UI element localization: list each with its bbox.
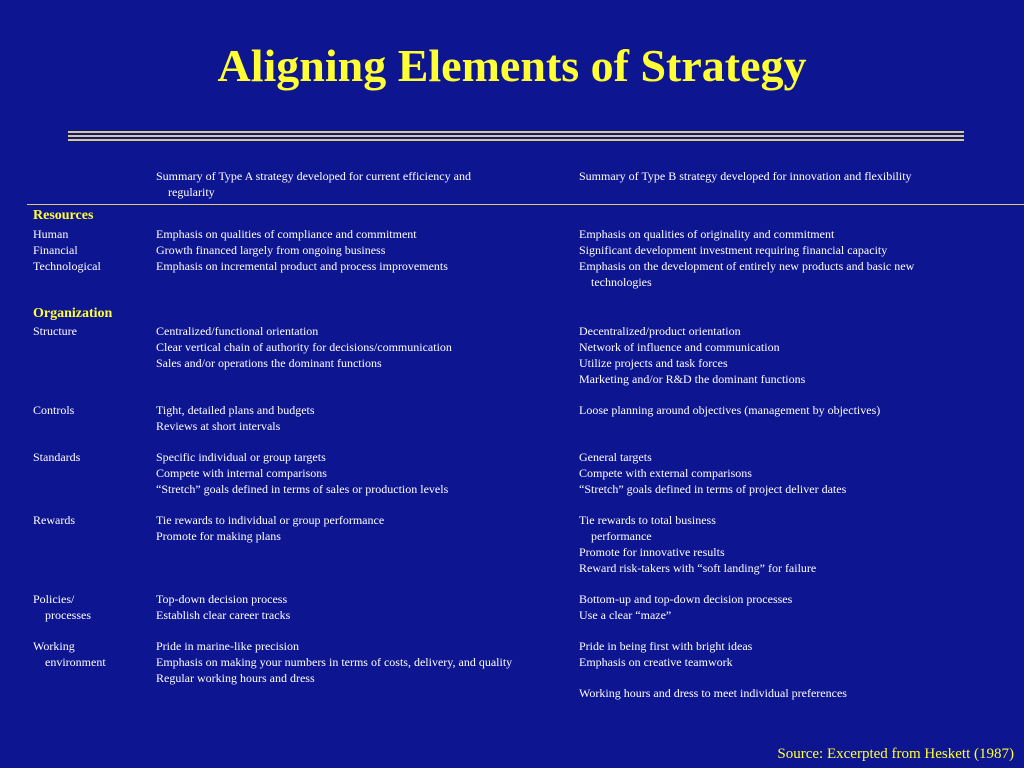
row-label-working: Working	[33, 639, 75, 653]
working-type-a: Regular working hours and dress	[156, 671, 315, 685]
financial-type-b: Significant development investment requiring financial capacity	[579, 243, 888, 257]
standards-type-b: Compete with external comparisons	[579, 466, 752, 480]
working-type-a: Pride in marine-like precision	[156, 639, 299, 653]
working-type-b: Pride in being first with bright ideas	[579, 639, 753, 653]
technological-type-b-cont: technologies	[591, 275, 652, 289]
organization-heading: Organization	[33, 306, 113, 321]
structure-type-a: Clear vertical chain of authority for decisions/communication	[156, 340, 452, 354]
title-divider	[68, 139, 964, 141]
rewards-type-a: Tie rewards to individual or group performance	[156, 513, 385, 527]
row-label-working-cont: environment	[45, 655, 106, 669]
type-a-header-cont: regularity	[168, 185, 215, 199]
rewards-type-b: Reward risk-takers with “soft landing” for failure	[579, 561, 817, 575]
working-type-a: Emphasis on making your numbers in terms of costs, delivery, and quality	[156, 655, 513, 669]
rewards-type-b: Tie rewards to total business	[579, 513, 716, 527]
header-divider	[27, 204, 1024, 205]
standards-type-a: Compete with internal comparisons	[156, 466, 327, 480]
row-label-policies: Policies/	[33, 592, 75, 606]
row-label-standards: Standards	[33, 450, 81, 464]
type-b-header: Summary of Type B strategy developed for innovation and flexibility	[579, 169, 912, 183]
standards-type-a: “Stretch” goals defined in terms of sales or production levels	[156, 482, 449, 496]
type-a-header: Summary of Type A strategy developed for current efficiency and	[156, 169, 471, 183]
financial-type-a: Growth financed largely from ongoing business	[156, 243, 386, 257]
source-citation: Source: Excerpted from Heskett (1987)	[777, 746, 1014, 762]
technological-type-b: Emphasis on the development of entirely new products and basic new	[579, 259, 915, 273]
structure-type-b: Decentralized/product orientation	[579, 324, 741, 338]
rewards-type-b-cont: performance	[591, 529, 652, 543]
structure-type-a: Sales and/or operations the dominant functions	[156, 356, 382, 370]
working-type-b: Emphasis on creative teamwork	[579, 655, 733, 669]
rewards-type-a: Promote for making plans	[156, 529, 281, 543]
human-type-b: Emphasis on qualities of originality and commitment	[579, 227, 835, 241]
row-label-human: Human	[33, 227, 69, 241]
controls-type-a: Tight, detailed plans and budgets	[156, 403, 315, 417]
standards-type-a: Specific individual or group targets	[156, 450, 326, 464]
policies-type-b: Bottom-up and top-down decision processes	[579, 592, 793, 606]
row-label-structure: Structure	[33, 324, 77, 338]
structure-type-b: Marketing and/or R&D the dominant functions	[579, 372, 806, 386]
row-label-rewards: Rewards	[33, 513, 75, 527]
rewards-type-b: Promote for innovative results	[579, 545, 725, 559]
policies-type-b: Use a clear “maze”	[579, 608, 672, 622]
slide-title: Aligning Elements of Strategy	[217, 40, 807, 91]
structure-type-b: Utilize projects and task forces	[579, 356, 728, 370]
standards-type-b: General targets	[579, 450, 652, 464]
row-label-technological: Technological	[33, 259, 101, 273]
human-type-a: Emphasis on qualities of compliance and commitment	[156, 227, 417, 241]
row-label-policies-cont: processes	[45, 608, 91, 622]
policies-type-a: Top-down decision process	[156, 592, 288, 606]
controls-type-a: Reviews at short intervals	[156, 419, 281, 433]
title-divider	[68, 135, 964, 137]
row-label-financial: Financial	[33, 243, 78, 257]
structure-type-a: Centralized/functional orientation	[156, 324, 319, 338]
policies-type-a: Establish clear career tracks	[156, 608, 291, 622]
structure-type-b: Network of influence and communication	[579, 340, 780, 354]
working-type-b: Working hours and dress to meet individual preferences	[579, 686, 847, 700]
standards-type-b: “Stretch” goals defined in terms of project deliver dates	[579, 482, 847, 496]
title-divider	[68, 131, 964, 133]
controls-type-b: Loose planning around objectives (management by objectives)	[579, 403, 881, 417]
row-label-controls: Controls	[33, 403, 75, 417]
technological-type-a: Emphasis on incremental product and process improvements	[156, 259, 448, 273]
resources-heading: Resources	[33, 208, 94, 223]
